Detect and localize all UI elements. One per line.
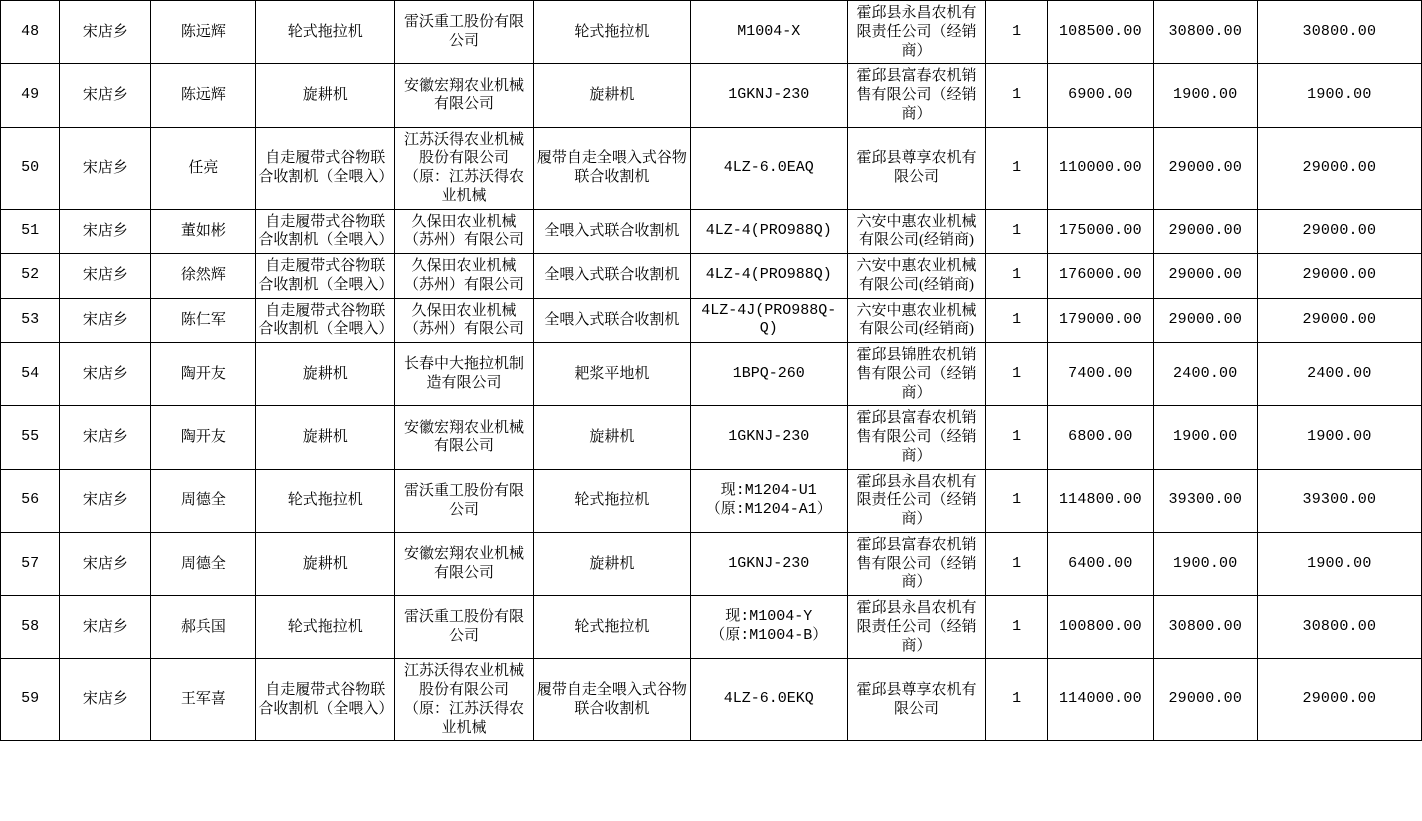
cell-central_subsidy: 30800.00: [1153, 1, 1257, 64]
cell-manufacturer: 雷沃重工股份有限公司: [395, 469, 534, 532]
table-row: [1, 209, 1422, 254]
cell-machine_type: 轮式拖拉机: [533, 596, 690, 659]
cell-category: 自走履带式谷物联合收割机（全喂入）: [256, 298, 395, 343]
cell-town: 宋店乡: [60, 127, 151, 209]
cell-dealer: 霍邱县尊享农机有限公司: [847, 659, 986, 741]
cell-name: 任亮: [151, 127, 256, 209]
cell-price: 6800.00: [1047, 406, 1153, 469]
cell-machine_type: 全喂入式联合收割机: [533, 209, 690, 254]
cell-quantity: 1: [986, 64, 1047, 127]
cell-manufacturer: 雷沃重工股份有限公司: [395, 1, 534, 64]
cell-price: 179000.00: [1047, 298, 1153, 343]
cell-model: 4LZ-6.0EKQ: [690, 659, 847, 741]
cell-name: 陶开友: [151, 343, 256, 406]
cell-model: M1004-X: [690, 1, 847, 64]
cell-dealer: 霍邱县锦胜农机销售有限公司（经销商）: [847, 343, 986, 406]
cell-model: 4LZ-4J(PRO988Q-Q): [690, 298, 847, 343]
cell-category: 轮式拖拉机: [256, 469, 395, 532]
table-row: [1, 406, 1422, 469]
cell-model: 4LZ-4(PRO988Q): [690, 254, 847, 299]
cell-manufacturer: 安徽宏翔农业机械有限公司: [395, 406, 534, 469]
table-row: [1, 343, 1422, 406]
cell-model: 1GKNJ-230: [690, 406, 847, 469]
cell-quantity: 1: [986, 659, 1047, 741]
cell-name: 陈远辉: [151, 1, 256, 64]
cell-price: 114800.00: [1047, 469, 1153, 532]
cell-name: 陶开友: [151, 406, 256, 469]
cell-machine_type: 全喂入式联合收割机: [533, 298, 690, 343]
cell-model: 1BPQ-260: [690, 343, 847, 406]
cell-machine_type: 全喂入式联合收割机: [533, 254, 690, 299]
cell-manufacturer: 久保田农业机械（苏州）有限公司: [395, 298, 534, 343]
cell-price: 100800.00: [1047, 596, 1153, 659]
cell-quantity: 1: [986, 343, 1047, 406]
table-row: [1, 298, 1422, 343]
cell-quantity: 1: [986, 532, 1047, 595]
cell-manufacturer: 长春中大拖拉机制造有限公司: [395, 343, 534, 406]
table-row: [1, 532, 1422, 595]
cell-total_subsidy: 1900.00: [1257, 406, 1421, 469]
cell-town: 宋店乡: [60, 64, 151, 127]
cell-model: 4LZ-6.0EAQ: [690, 127, 847, 209]
cell-total_subsidy: 29000.00: [1257, 298, 1421, 343]
cell-total_subsidy: 29000.00: [1257, 209, 1421, 254]
cell-price: 175000.00: [1047, 209, 1153, 254]
cell-machine_type: 履带自走全喂入式谷物联合收割机: [533, 127, 690, 209]
cell-central_subsidy: 39300.00: [1153, 469, 1257, 532]
table-row: [1, 127, 1422, 209]
cell-total_subsidy: 29000.00: [1257, 254, 1421, 299]
cell-machine_type: 旋耕机: [533, 64, 690, 127]
cell-quantity: 1: [986, 127, 1047, 209]
cell-dealer: 六安中惠农业机械有限公司(经销商): [847, 254, 986, 299]
cell-category: 自走履带式谷物联合收割机（全喂入）: [256, 127, 395, 209]
cell-dealer: 霍邱县富春农机销售有限公司（经销商）: [847, 532, 986, 595]
cell-quantity: 1: [986, 298, 1047, 343]
table-row: [1, 469, 1422, 532]
cell-category: 旋耕机: [256, 532, 395, 595]
cell-seq: 49: [1, 64, 60, 127]
cell-seq: 50: [1, 127, 60, 209]
cell-manufacturer: 安徽宏翔农业机械有限公司: [395, 532, 534, 595]
cell-model: 1GKNJ-230: [690, 64, 847, 127]
cell-name: 郝兵国: [151, 596, 256, 659]
cell-category: 旋耕机: [256, 343, 395, 406]
cell-dealer: 霍邱县永昌农机有限责任公司（经销商）: [847, 1, 986, 64]
cell-seq: 57: [1, 532, 60, 595]
cell-model: 现:M1204-U1（原:M1204-A1）: [690, 469, 847, 532]
cell-town: 宋店乡: [60, 596, 151, 659]
cell-manufacturer: 久保田农业机械（苏州）有限公司: [395, 254, 534, 299]
cell-machine_type: 耙浆平地机: [533, 343, 690, 406]
cell-manufacturer: 雷沃重工股份有限公司: [395, 596, 534, 659]
cell-central_subsidy: 1900.00: [1153, 406, 1257, 469]
cell-central_subsidy: 29000.00: [1153, 127, 1257, 209]
cell-total_subsidy: 1900.00: [1257, 64, 1421, 127]
cell-total_subsidy: 30800.00: [1257, 1, 1421, 64]
table-row: [1, 659, 1422, 741]
cell-name: 王军喜: [151, 659, 256, 741]
cell-price: 110000.00: [1047, 127, 1153, 209]
cell-quantity: 1: [986, 469, 1047, 532]
cell-quantity: 1: [986, 1, 1047, 64]
cell-town: 宋店乡: [60, 659, 151, 741]
cell-town: 宋店乡: [60, 254, 151, 299]
cell-central_subsidy: 29000.00: [1153, 659, 1257, 741]
cell-town: 宋店乡: [60, 469, 151, 532]
cell-quantity: 1: [986, 406, 1047, 469]
cell-machine_type: 轮式拖拉机: [533, 1, 690, 64]
cell-model: 现:M1004-Y（原:M1004-B）: [690, 596, 847, 659]
cell-dealer: 霍邱县富春农机销售有限公司（经销商）: [847, 406, 986, 469]
cell-seq: 55: [1, 406, 60, 469]
cell-dealer: 霍邱县富春农机销售有限公司（经销商）: [847, 64, 986, 127]
cell-town: 宋店乡: [60, 343, 151, 406]
cell-dealer: 霍邱县永昌农机有限责任公司（经销商）: [847, 469, 986, 532]
cell-category: 旋耕机: [256, 64, 395, 127]
cell-town: 宋店乡: [60, 298, 151, 343]
cell-model: 4LZ-4(PRO988Q): [690, 209, 847, 254]
cell-name: 陈远辉: [151, 64, 256, 127]
table-row: [1, 1, 1422, 64]
cell-quantity: 1: [986, 596, 1047, 659]
cell-town: 宋店乡: [60, 406, 151, 469]
cell-town: 宋店乡: [60, 532, 151, 595]
cell-category: 旋耕机: [256, 406, 395, 469]
cell-total_subsidy: 1900.00: [1257, 532, 1421, 595]
cell-manufacturer: 安徽宏翔农业机械有限公司: [395, 64, 534, 127]
cell-seq: 48: [1, 1, 60, 64]
cell-seq: 51: [1, 209, 60, 254]
cell-seq: 54: [1, 343, 60, 406]
cell-central_subsidy: 1900.00: [1153, 64, 1257, 127]
cell-category: 自走履带式谷物联合收割机（全喂入）: [256, 209, 395, 254]
cell-central_subsidy: 30800.00: [1153, 596, 1257, 659]
cell-total_subsidy: 29000.00: [1257, 127, 1421, 209]
cell-machine_type: 旋耕机: [533, 406, 690, 469]
cell-name: 陈仁军: [151, 298, 256, 343]
table-row: [1, 64, 1422, 127]
cell-seq: 59: [1, 659, 60, 741]
cell-machine_type: 旋耕机: [533, 532, 690, 595]
cell-price: 6900.00: [1047, 64, 1153, 127]
cell-central_subsidy: 29000.00: [1153, 254, 1257, 299]
cell-name: 徐然辉: [151, 254, 256, 299]
cell-total_subsidy: 39300.00: [1257, 469, 1421, 532]
cell-price: 7400.00: [1047, 343, 1153, 406]
cell-machine_type: 履带自走全喂入式谷物联合收割机: [533, 659, 690, 741]
cell-central_subsidy: 1900.00: [1153, 532, 1257, 595]
cell-machine_type: 轮式拖拉机: [533, 469, 690, 532]
table-body: [1, 1, 1422, 741]
cell-dealer: 六安中惠农业机械有限公司(经销商): [847, 209, 986, 254]
cell-seq: 52: [1, 254, 60, 299]
cell-total_subsidy: 30800.00: [1257, 596, 1421, 659]
cell-category: 轮式拖拉机: [256, 596, 395, 659]
cell-price: 114000.00: [1047, 659, 1153, 741]
cell-seq: 58: [1, 596, 60, 659]
cell-quantity: 1: [986, 209, 1047, 254]
cell-seq: 53: [1, 298, 60, 343]
cell-name: 周德全: [151, 532, 256, 595]
cell-quantity: 1: [986, 254, 1047, 299]
cell-category: 自走履带式谷物联合收割机（全喂入）: [256, 254, 395, 299]
cell-town: 宋店乡: [60, 1, 151, 64]
cell-category: 自走履带式谷物联合收割机（全喂入）: [256, 659, 395, 741]
cell-central_subsidy: 29000.00: [1153, 209, 1257, 254]
cell-price: 176000.00: [1047, 254, 1153, 299]
cell-total_subsidy: 29000.00: [1257, 659, 1421, 741]
cell-seq: 56: [1, 469, 60, 532]
cell-dealer: 霍邱县永昌农机有限责任公司（经销商）: [847, 596, 986, 659]
cell-price: 108500.00: [1047, 1, 1153, 64]
cell-name: 董如彬: [151, 209, 256, 254]
table-row: [1, 596, 1422, 659]
cell-central_subsidy: 2400.00: [1153, 343, 1257, 406]
cell-model: 1GKNJ-230: [690, 532, 847, 595]
cell-town: 宋店乡: [60, 209, 151, 254]
cell-dealer: 霍邱县尊享农机有限公司: [847, 127, 986, 209]
cell-manufacturer: 江苏沃得农业机械股份有限公司（原：江苏沃得农业机械: [395, 659, 534, 741]
table-row: [1, 254, 1422, 299]
cell-category: 轮式拖拉机: [256, 1, 395, 64]
cell-central_subsidy: 29000.00: [1153, 298, 1257, 343]
cell-name: 周德全: [151, 469, 256, 532]
cell-price: 6400.00: [1047, 532, 1153, 595]
cell-manufacturer: 久保田农业机械（苏州）有限公司: [395, 209, 534, 254]
cell-total_subsidy: 2400.00: [1257, 343, 1421, 406]
cell-dealer: 六安中惠农业机械有限公司(经销商): [847, 298, 986, 343]
cell-manufacturer: 江苏沃得农业机械股份有限公司（原：江苏沃得农业机械: [395, 127, 534, 209]
